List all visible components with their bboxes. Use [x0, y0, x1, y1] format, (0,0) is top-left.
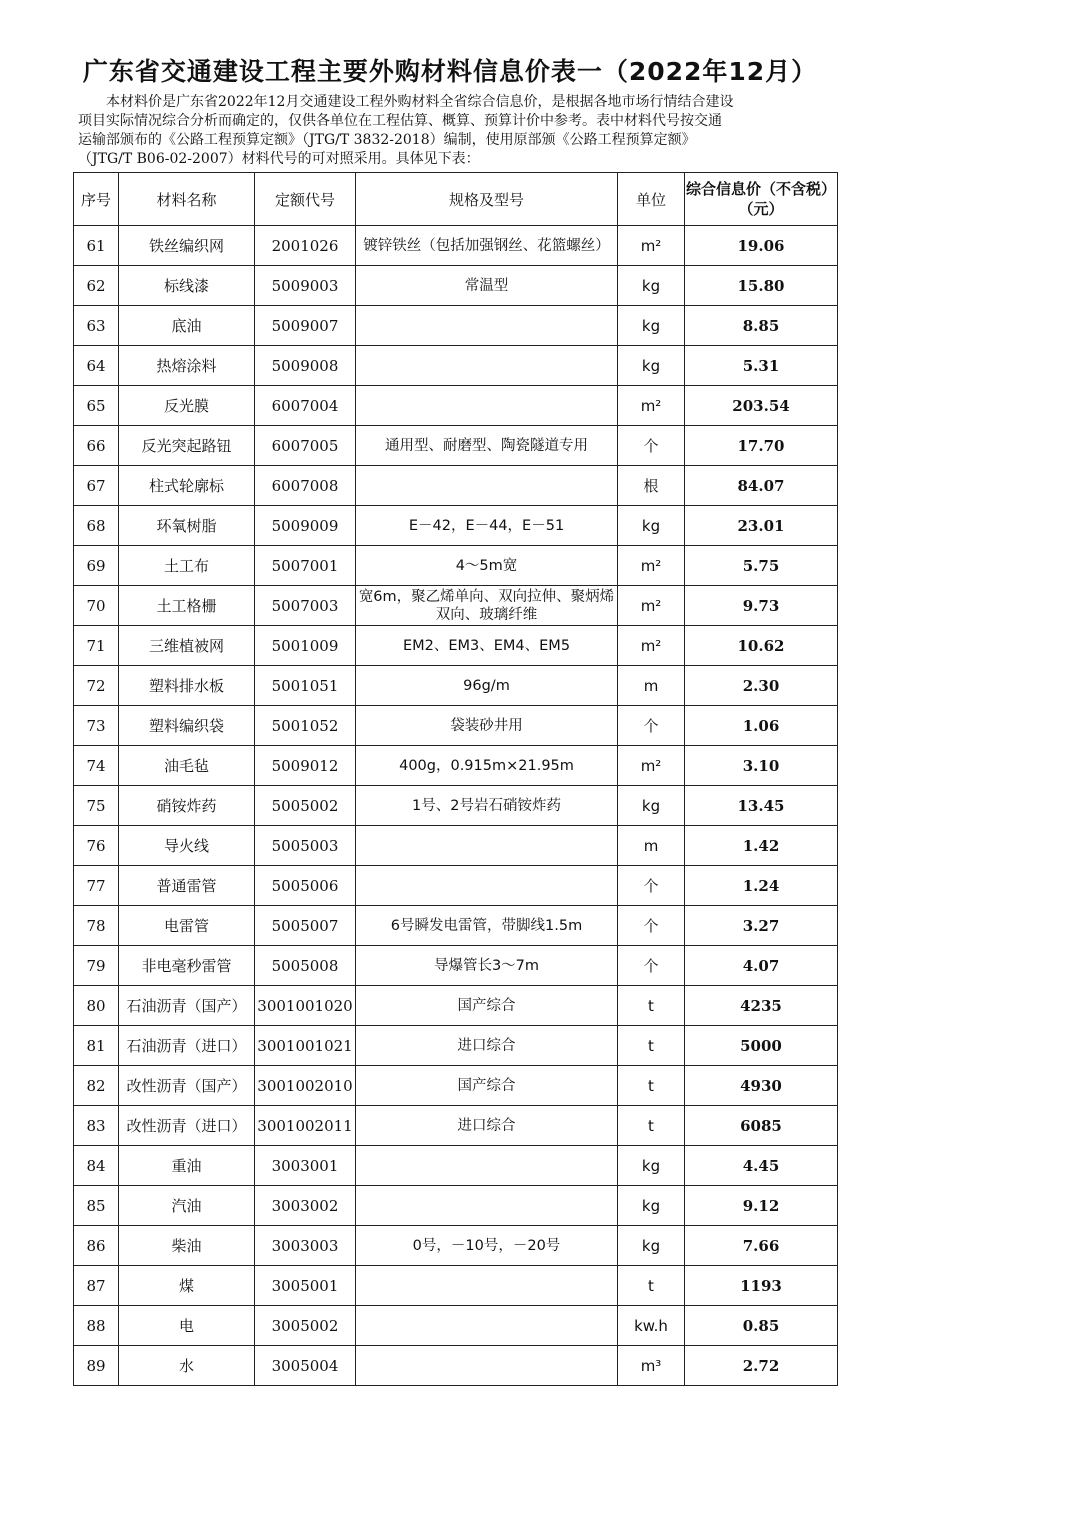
cell-unit: t [618, 1266, 685, 1306]
cell-spec [356, 826, 618, 866]
cell-code: 5009007 [255, 306, 356, 346]
cell-seq: 89 [74, 1346, 119, 1386]
header-code: 定额代号 [255, 173, 356, 226]
cell-price: 4.07 [685, 946, 838, 986]
table-row [74, 426, 838, 466]
cell-price: 4235 [685, 986, 838, 1026]
cell-name: 普通雷管 [119, 866, 255, 906]
table-row [74, 1106, 838, 1146]
cell-code: 5009003 [255, 266, 356, 306]
cell-code: 5009008 [255, 346, 356, 386]
cell-price: 8.85 [685, 306, 838, 346]
cell-name: 改性沥青（进口） [119, 1106, 255, 1146]
cell-price: 0.85 [685, 1306, 838, 1346]
cell-price: 23.01 [685, 506, 838, 546]
table-row [74, 546, 838, 586]
cell-name: 土工格栅 [119, 586, 255, 626]
cell-spec [356, 386, 618, 426]
cell-name: 热熔涂料 [119, 346, 255, 386]
cell-spec [356, 346, 618, 386]
cell-price: 1.24 [685, 866, 838, 906]
cell-spec: 通用型、耐磨型、陶瓷隧道专用 [356, 426, 618, 466]
table-row [74, 386, 838, 426]
cell-unit: m² [618, 386, 685, 426]
cell-unit: kg [618, 506, 685, 546]
cell-code: 5009012 [255, 746, 356, 786]
cell-spec [356, 466, 618, 506]
cell-code: 3001001021 [255, 1026, 356, 1066]
cell-name: 柱式轮廓标 [119, 466, 255, 506]
table-row [74, 1346, 838, 1386]
cell-spec: E－42，E－44，E－51 [356, 506, 618, 546]
cell-seq: 78 [74, 906, 119, 946]
cell-spec: 进口综合 [356, 1026, 618, 1066]
cell-seq: 83 [74, 1106, 119, 1146]
cell-spec [356, 1266, 618, 1306]
cell-price: 4.45 [685, 1146, 838, 1186]
cell-unit: m³ [618, 1346, 685, 1386]
cell-price: 203.54 [685, 386, 838, 426]
table-row [74, 826, 838, 866]
intro-paragraph [78, 93, 838, 169]
cell-price: 5000 [685, 1026, 838, 1066]
cell-seq: 76 [74, 826, 119, 866]
intro-line: 本材料价是广东省2022年12月交通建设工程外购材料全省综合信息价，是根据各地市场行情结合建设 [106, 94, 734, 110]
cell-spec: 常温型 [356, 266, 618, 306]
header-price: 综合信息价（不含税）（元） [685, 173, 838, 226]
cell-spec: 96g/m [356, 666, 618, 706]
cell-seq: 71 [74, 626, 119, 666]
cell-unit: kg [618, 346, 685, 386]
cell-code: 5007003 [255, 586, 356, 626]
cell-name: 汽油 [119, 1186, 255, 1226]
cell-price: 84.07 [685, 466, 838, 506]
cell-price: 13.45 [685, 786, 838, 826]
header-unit: 单位 [618, 173, 685, 226]
cell-code: 5005007 [255, 906, 356, 946]
table-row [74, 746, 838, 786]
cell-price: 19.06 [685, 226, 838, 266]
cell-name: 标线漆 [119, 266, 255, 306]
cell-name: 石油沥青（国产） [119, 986, 255, 1026]
cell-code: 3005001 [255, 1266, 356, 1306]
cell-unit: kg [618, 1186, 685, 1226]
cell-unit: m [618, 666, 685, 706]
cell-name: 电雷管 [119, 906, 255, 946]
cell-unit: kg [618, 306, 685, 346]
cell-code: 6007004 [255, 386, 356, 426]
cell-seq: 84 [74, 1146, 119, 1186]
cell-code: 3001002011 [255, 1106, 356, 1146]
cell-code: 5001009 [255, 626, 356, 666]
cell-name: 电 [119, 1306, 255, 1346]
table-header-row [74, 173, 838, 226]
cell-price: 2.30 [685, 666, 838, 706]
cell-code: 3001001020 [255, 986, 356, 1026]
header-name: 材料名称 [119, 173, 255, 226]
cell-spec: 4～5m宽 [356, 546, 618, 586]
cell-unit: 个 [618, 706, 685, 746]
cell-name: 油毛毡 [119, 746, 255, 786]
cell-seq: 77 [74, 866, 119, 906]
cell-price: 6085 [685, 1106, 838, 1146]
cell-seq: 69 [74, 546, 119, 586]
cell-spec: EM2、EM3、EM4、EM5 [356, 626, 618, 666]
cell-unit: kg [618, 1226, 685, 1266]
table-row [74, 1226, 838, 1266]
cell-name: 导火线 [119, 826, 255, 866]
price-table [73, 172, 838, 1386]
cell-seq: 62 [74, 266, 119, 306]
cell-code: 6007008 [255, 466, 356, 506]
cell-code: 5005002 [255, 786, 356, 826]
cell-seq: 74 [74, 746, 119, 786]
cell-unit: kg [618, 786, 685, 826]
cell-seq: 79 [74, 946, 119, 986]
cell-code: 2001026 [255, 226, 356, 266]
cell-name: 塑料排水板 [119, 666, 255, 706]
cell-unit: t [618, 1026, 685, 1066]
cell-price: 9.73 [685, 586, 838, 626]
intro-line: 项目实际情况综合分析而确定的，仅供各单位在工程估算、概算、预算计价中参考。表中材料代号按交通 [78, 113, 722, 129]
cell-spec: 400g，0.915m×21.95m [356, 746, 618, 786]
cell-unit: m² [618, 746, 685, 786]
cell-spec: 宽6m，聚乙烯单向、双向拉伸、聚炳烯双向、玻璃纤维 [356, 586, 618, 626]
cell-price: 7.66 [685, 1226, 838, 1266]
cell-unit: m² [618, 586, 685, 626]
cell-price: 1.42 [685, 826, 838, 866]
table-row [74, 226, 838, 266]
cell-seq: 66 [74, 426, 119, 466]
cell-code: 5005008 [255, 946, 356, 986]
cell-price: 10.62 [685, 626, 838, 666]
cell-unit: m² [618, 626, 685, 666]
cell-unit: 个 [618, 426, 685, 466]
cell-name: 重油 [119, 1146, 255, 1186]
cell-code: 5005003 [255, 826, 356, 866]
cell-spec: 0号，－10号，－20号 [356, 1226, 618, 1266]
cell-unit: 个 [618, 946, 685, 986]
cell-unit: m [618, 826, 685, 866]
cell-seq: 88 [74, 1306, 119, 1346]
table-row [74, 666, 838, 706]
cell-spec [356, 306, 618, 346]
cell-spec: 袋装砂井用 [356, 706, 618, 746]
intro-line: 运输部颁布的《公路工程预算定额》（JTG/T 3832-2018）编制，使用原部颁《公路工程预算定额》 [78, 132, 696, 148]
cell-name: 塑料编织袋 [119, 706, 255, 746]
cell-name: 反光膜 [119, 386, 255, 426]
cell-price: 1.06 [685, 706, 838, 746]
table-row [74, 346, 838, 386]
cell-seq: 63 [74, 306, 119, 346]
cell-unit: kg [618, 1146, 685, 1186]
document-title: 广东省交通建设工程主要外购材料信息价表一（2022年12月） [82, 57, 818, 86]
cell-code: 6007005 [255, 426, 356, 466]
cell-price: 3.10 [685, 746, 838, 786]
cell-unit: kw.h [618, 1306, 685, 1346]
cell-spec [356, 1306, 618, 1346]
cell-unit: t [618, 986, 685, 1026]
cell-code: 3005004 [255, 1346, 356, 1386]
cell-price: 15.80 [685, 266, 838, 306]
table-row [74, 1266, 838, 1306]
table-row [74, 986, 838, 1026]
cell-seq: 72 [74, 666, 119, 706]
cell-spec: 国产综合 [356, 986, 618, 1026]
cell-spec [356, 1346, 618, 1386]
cell-code: 5001051 [255, 666, 356, 706]
cell-unit: t [618, 1106, 685, 1146]
cell-seq: 87 [74, 1266, 119, 1306]
cell-name: 土工布 [119, 546, 255, 586]
cell-price: 2.72 [685, 1346, 838, 1386]
cell-code: 3003003 [255, 1226, 356, 1266]
cell-price: 3.27 [685, 906, 838, 946]
cell-name: 非电毫秒雷管 [119, 946, 255, 986]
table-row [74, 1306, 838, 1346]
cell-price: 5.31 [685, 346, 838, 386]
cell-price: 5.75 [685, 546, 838, 586]
cell-spec: 1号、2号岩石硝铵炸药 [356, 786, 618, 826]
table-row [74, 586, 838, 626]
header-seq: 序号 [74, 173, 119, 226]
cell-code: 3001002010 [255, 1066, 356, 1106]
cell-name: 煤 [119, 1266, 255, 1306]
cell-spec: 国产综合 [356, 1066, 618, 1106]
cell-seq: 65 [74, 386, 119, 426]
cell-spec [356, 1146, 618, 1186]
table-row [74, 866, 838, 906]
table-row [74, 1146, 838, 1186]
cell-seq: 61 [74, 226, 119, 266]
header-spec: 规格及型号 [356, 173, 618, 226]
cell-code: 5005006 [255, 866, 356, 906]
cell-price: 1193 [685, 1266, 838, 1306]
cell-name: 水 [119, 1346, 255, 1386]
cell-code: 3003002 [255, 1186, 356, 1226]
table-row [74, 266, 838, 306]
cell-unit: t [618, 1066, 685, 1106]
cell-seq: 75 [74, 786, 119, 826]
cell-unit: 个 [618, 866, 685, 906]
cell-seq: 67 [74, 466, 119, 506]
cell-name: 石油沥青（进口） [119, 1026, 255, 1066]
table-row [74, 1026, 838, 1066]
cell-seq: 80 [74, 986, 119, 1026]
cell-seq: 64 [74, 346, 119, 386]
table-row [74, 906, 838, 946]
cell-spec: 导爆管长3～7m [356, 946, 618, 986]
cell-seq: 85 [74, 1186, 119, 1226]
cell-price: 4930 [685, 1066, 838, 1106]
cell-unit: 根 [618, 466, 685, 506]
cell-name: 改性沥青（国产） [119, 1066, 255, 1106]
table-row [74, 626, 838, 666]
cell-unit: 个 [618, 906, 685, 946]
cell-seq: 82 [74, 1066, 119, 1106]
cell-name: 三维植被网 [119, 626, 255, 666]
table-row [74, 706, 838, 746]
cell-seq: 68 [74, 506, 119, 546]
cell-seq: 70 [74, 586, 119, 626]
cell-name: 底油 [119, 306, 255, 346]
cell-seq: 86 [74, 1226, 119, 1266]
table-row [74, 1186, 838, 1226]
cell-seq: 73 [74, 706, 119, 746]
cell-spec: 进口综合 [356, 1106, 618, 1146]
table-row [74, 946, 838, 986]
table-row [74, 466, 838, 506]
cell-price: 17.70 [685, 426, 838, 466]
cell-price: 9.12 [685, 1186, 838, 1226]
table-row [74, 786, 838, 826]
cell-code: 3005002 [255, 1306, 356, 1346]
cell-name: 铁丝编织网 [119, 226, 255, 266]
cell-code: 3003001 [255, 1146, 356, 1186]
table-row [74, 306, 838, 346]
cell-name: 硝铵炸药 [119, 786, 255, 826]
table-row [74, 1066, 838, 1106]
cell-name: 环氧树脂 [119, 506, 255, 546]
cell-spec: 镀锌铁丝（包括加强钢丝、花篮螺丝） [356, 226, 618, 266]
cell-name: 柴油 [119, 1226, 255, 1266]
intro-line: （JTG/T B06-02-2007）材料代号的可对照采用。具体见下表： [78, 151, 480, 167]
cell-seq: 81 [74, 1026, 119, 1066]
cell-spec [356, 866, 618, 906]
cell-code: 5007001 [255, 546, 356, 586]
cell-unit: kg [618, 266, 685, 306]
cell-code: 5001052 [255, 706, 356, 746]
cell-name: 反光突起路钮 [119, 426, 255, 466]
table-body [74, 226, 838, 1386]
cell-code: 5009009 [255, 506, 356, 546]
cell-spec [356, 1186, 618, 1226]
cell-spec: 6号瞬发电雷管，带脚线1.5m [356, 906, 618, 946]
cell-unit: m² [618, 226, 685, 266]
cell-unit: m² [618, 546, 685, 586]
table-row [74, 506, 838, 546]
